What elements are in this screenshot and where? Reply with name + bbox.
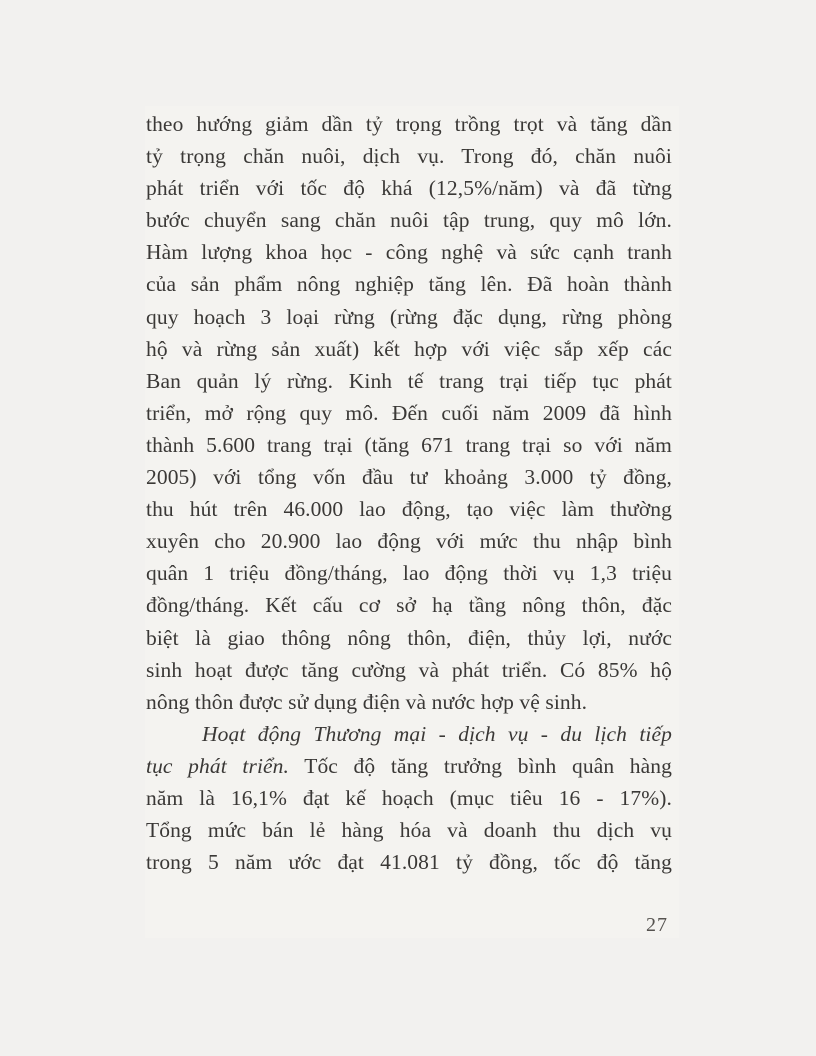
text-fragment: Tốc độ tăng trưởng bình quân hàng: [289, 753, 672, 778]
text-line: Hàm lượng khoa học - công nghệ và sức cạnh tranh: [146, 240, 672, 265]
text-line: của sản phẩm nông nghiệp tăng lên. Đã hoàn thành: [146, 272, 672, 297]
text-line: tỷ trọng chăn nuôi, dịch vụ. Trong đó, chăn nuôi: [146, 144, 672, 169]
text-line: phát triển với tốc độ khá (12,5%/năm) và đã từng: [146, 176, 672, 201]
text-line: Tổng mức bán lẻ hàng hóa và doanh thu dịch vụ: [146, 818, 672, 843]
section-lead-italic-end: tục phát triển.: [146, 753, 289, 778]
text-line: xuyên cho 20.900 lao động với mức thu nhập bình: [146, 529, 672, 554]
text-line: năm là 16,1% đạt kế hoạch (mục tiêu 16 - 17%).: [146, 785, 672, 810]
paragraph-1: [146, 108, 672, 718]
text-line: đồng/tháng. Kết cấu cơ sở hạ tầng nông thôn, đặc: [146, 593, 672, 618]
text-line: triển, mở rộng quy mô. Đến cuối năm 2009 đã hình: [146, 400, 672, 425]
text-line: bước chuyển sang chăn nuôi tập trung, quy mô lớn.: [146, 208, 672, 233]
text-line: sinh hoạt được tăng cường và phát triển. Có 85% hộ: [146, 657, 672, 682]
text-line: quy hoạch 3 loại rừng (rừng đặc dụng, rừng phòng: [146, 304, 672, 329]
text-line: hộ và rừng sản xuất) kết hợp với việc sắp xếp các: [146, 336, 672, 361]
text-line: 2005) với tổng vốn đầu tư khoảng 3.000 tỷ đồng,: [146, 465, 672, 490]
text-line: Ban quản lý rừng. Kinh tế trang trại tiếp tục phát: [146, 368, 672, 393]
text-line: thu hút trên 46.000 lao động, tạo việc làm thường: [146, 497, 672, 522]
body-text: [146, 108, 672, 878]
page-number: 27: [646, 914, 668, 936]
text-line: biệt là giao thông nông thôn, điện, thủy lợi, nước: [146, 625, 672, 650]
text-line: theo hướng giảm dần tỷ trọng trồng trọt và tăng dần: [146, 112, 672, 136]
text-line: [146, 750, 672, 782]
text-line: nông thôn được sử dụng điện và nước hợp vệ sinh.: [146, 689, 588, 714]
text-line: quân 1 triệu đồng/tháng, lao động thời vụ 1,3 triệu: [146, 561, 672, 586]
paragraph-2: [146, 718, 672, 878]
text-line: thành 5.600 trang trại (tăng 671 trang trại so với năm: [146, 432, 672, 457]
section-lead-italic: Hoạt động Thương mại - dịch vụ - du lịch tiếp: [202, 721, 672, 746]
text-line: trong 5 năm ước đạt 41.081 tỷ đồng, tốc độ tăng: [146, 850, 672, 875]
